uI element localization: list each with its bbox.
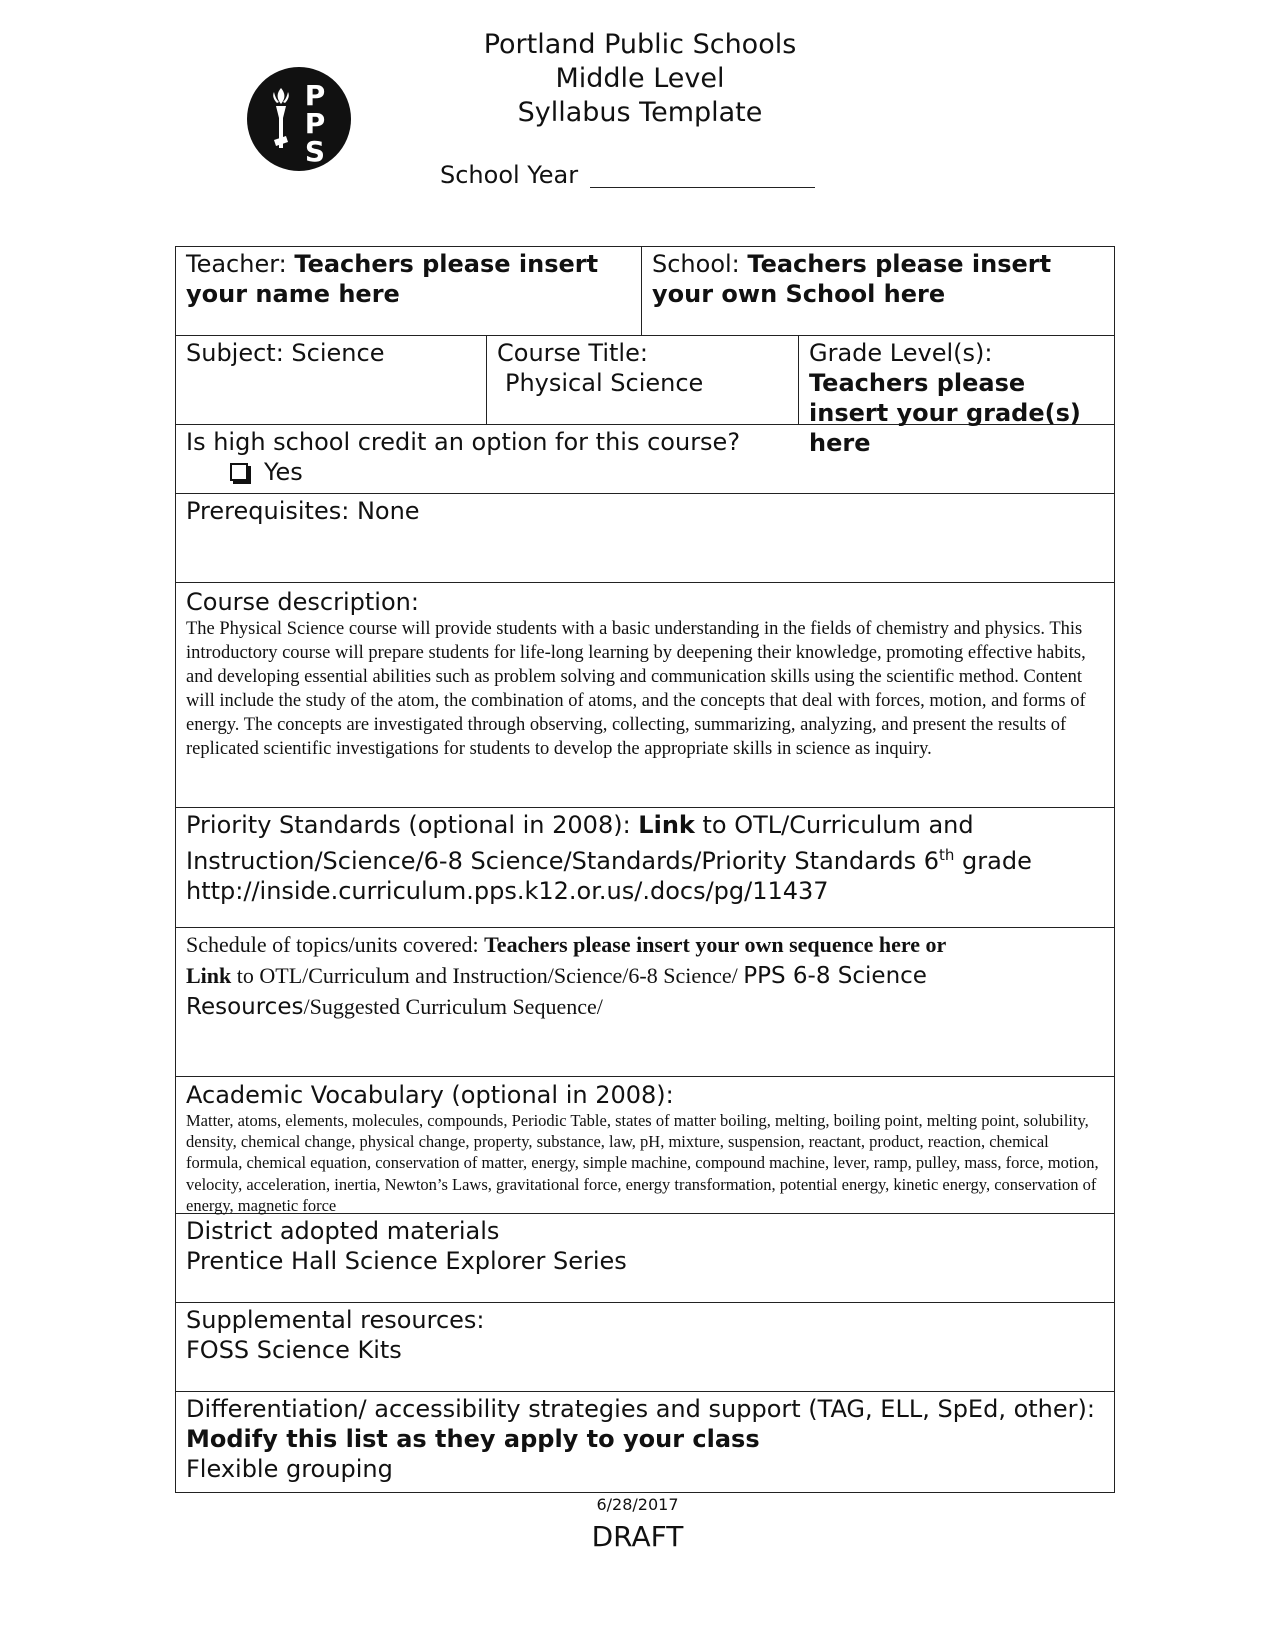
logo-letter-p2: P bbox=[304, 107, 326, 140]
org-name: Portland Public Schools bbox=[483, 29, 797, 60]
schedule-label: Schedule of topics/units covered: bbox=[186, 932, 485, 957]
credit-cell bbox=[176, 425, 1114, 493]
course-value: Physical Science bbox=[505, 369, 704, 397]
diff-cell bbox=[176, 1392, 1114, 1492]
logo-letter-s: S bbox=[304, 135, 326, 168]
prereq-label: Prerequisites: None bbox=[186, 497, 420, 525]
diff-label: Differentiation/ accessibility strategies and support (TAG, ELL, SpEd, other): bbox=[186, 1395, 1095, 1423]
school-year-label: School Year bbox=[440, 161, 579, 189]
row-schedule bbox=[176, 928, 1114, 1077]
syllabus-table bbox=[175, 246, 1115, 1493]
description-text: The Physical Science course will provide students with a basic understanding in the fields of chemistry and physics. This introductory course will prepare students for life-long learning by deepening their knowledge, promoting effective habits, and developing essential abilities such as problem solving and communication skills using the scientific method. Content will include the study of the atom, the combination of atoms, and the concepts that deal with forces, motion, and forms of energy. The concepts are investigated through observing, collecting, summarizing, analyzing, and present the results of replicated scientific investigations for students to develop the appropriate skills in science as inquiry. bbox=[186, 619, 1086, 759]
row-description bbox=[176, 583, 1114, 808]
pps-logo bbox=[246, 66, 352, 172]
schedule-cell bbox=[176, 928, 1114, 1076]
priority-path: to OTL/Curriculum and Instruction/Science/6-8 Science/Standards/Priority Standards 6 bbox=[186, 811, 974, 875]
materials-value: Prentice Hall Science Explorer Series bbox=[186, 1247, 627, 1275]
row-credit bbox=[176, 425, 1114, 494]
schedule-link[interactable]: Link bbox=[186, 963, 232, 988]
logo-letter-p1: P bbox=[304, 79, 326, 112]
school-value[interactable]: Teachers please insert your own School here bbox=[652, 250, 1052, 308]
diff-bold: Modify this list as they apply to your class bbox=[186, 1425, 760, 1453]
course-label: Course Title: bbox=[497, 339, 648, 367]
row-priority-standards bbox=[176, 808, 1114, 928]
school-cell bbox=[642, 247, 1114, 335]
description-label: Course description: bbox=[186, 588, 419, 616]
school-year-field[interactable] bbox=[590, 187, 815, 188]
course-cell bbox=[487, 336, 799, 424]
materials-cell bbox=[176, 1214, 1114, 1302]
vocab-cell bbox=[176, 1077, 1114, 1213]
schedule-bold: Teachers please insert your own sequence here or bbox=[484, 932, 947, 957]
subject-cell bbox=[176, 336, 487, 424]
row-prerequisites bbox=[176, 494, 1114, 583]
diff-item: Flexible grouping bbox=[186, 1455, 393, 1483]
yes-label: Yes bbox=[264, 458, 303, 486]
teacher-value[interactable]: Teachers please insert your name here bbox=[186, 250, 599, 308]
priority-suffix: grade bbox=[954, 847, 1032, 875]
doc-title: Syllabus Template bbox=[517, 97, 763, 128]
supplemental-cell bbox=[176, 1303, 1114, 1391]
priority-url[interactable]: http://inside.curriculum.pps.k12.or.us/.docs/pg/11437 bbox=[186, 877, 829, 905]
row-differentiation bbox=[176, 1392, 1114, 1492]
schedule-tail: /Suggested Curriculum Sequence/ bbox=[303, 994, 603, 1019]
level-name: Middle Level bbox=[555, 63, 725, 94]
supplemental-label: Supplemental resources: bbox=[186, 1306, 485, 1334]
yes-checkbox[interactable] bbox=[230, 463, 248, 481]
supplemental-value: FOSS Science Kits bbox=[186, 1336, 402, 1364]
prereq-cell bbox=[176, 494, 1114, 582]
teacher-cell bbox=[176, 247, 642, 335]
footer-date: 6/28/2017 bbox=[596, 1495, 679, 1514]
grade-cell bbox=[799, 336, 1114, 457]
priority-link[interactable]: Link bbox=[638, 811, 695, 839]
vocab-text: Matter, atoms, elements, molecules, compounds, Periodic Table, states of matter boiling, melting, boiling point, melting point, solubility, density, chemical change, physical change, property, substance, law, pH, mixture, suspension, reactant, product, reaction, chemical formula, chemical equation, conservation of matter, energy, simple machine, compound machine, lever, ramp, pulley, mass, force, motion, velocity, acceleration, inertia, Newton’s Laws, gravitational force, energy transformation, potential energy, kinetic energy, conservation of energy, magnetic force bbox=[186, 1111, 1099, 1215]
row-materials bbox=[176, 1214, 1114, 1303]
school-label: School: bbox=[652, 250, 748, 278]
credit-question: Is high school credit an option for this course? bbox=[186, 428, 741, 456]
schedule-sans-a: PPS 6-8 Science bbox=[743, 963, 927, 989]
grade-label: Grade Level(s): bbox=[809, 339, 993, 367]
schedule-sans-b: Resources bbox=[186, 994, 304, 1020]
description-cell bbox=[176, 583, 1114, 807]
row-vocabulary bbox=[176, 1077, 1114, 1214]
grade-value[interactable]: Teachers please insert your grade(s) here bbox=[809, 369, 1081, 457]
footer-draft: DRAFT bbox=[591, 1520, 684, 1553]
materials-label: District adopted materials bbox=[186, 1217, 500, 1245]
vocab-label: Academic Vocabulary (optional in 2008): bbox=[186, 1081, 674, 1109]
schedule-path: to OTL/Curriculum and Instruction/Science/6-8 Science/ bbox=[231, 963, 744, 988]
teacher-label: Teacher: bbox=[186, 250, 295, 278]
priority-cell bbox=[176, 808, 1114, 927]
subject-label: Subject: Science bbox=[186, 339, 385, 367]
priority-label: Priority Standards (optional in 2008): bbox=[186, 811, 639, 839]
row-teacher-school bbox=[176, 247, 1114, 336]
priority-sup: th bbox=[939, 846, 955, 864]
row-supplemental bbox=[176, 1303, 1114, 1392]
